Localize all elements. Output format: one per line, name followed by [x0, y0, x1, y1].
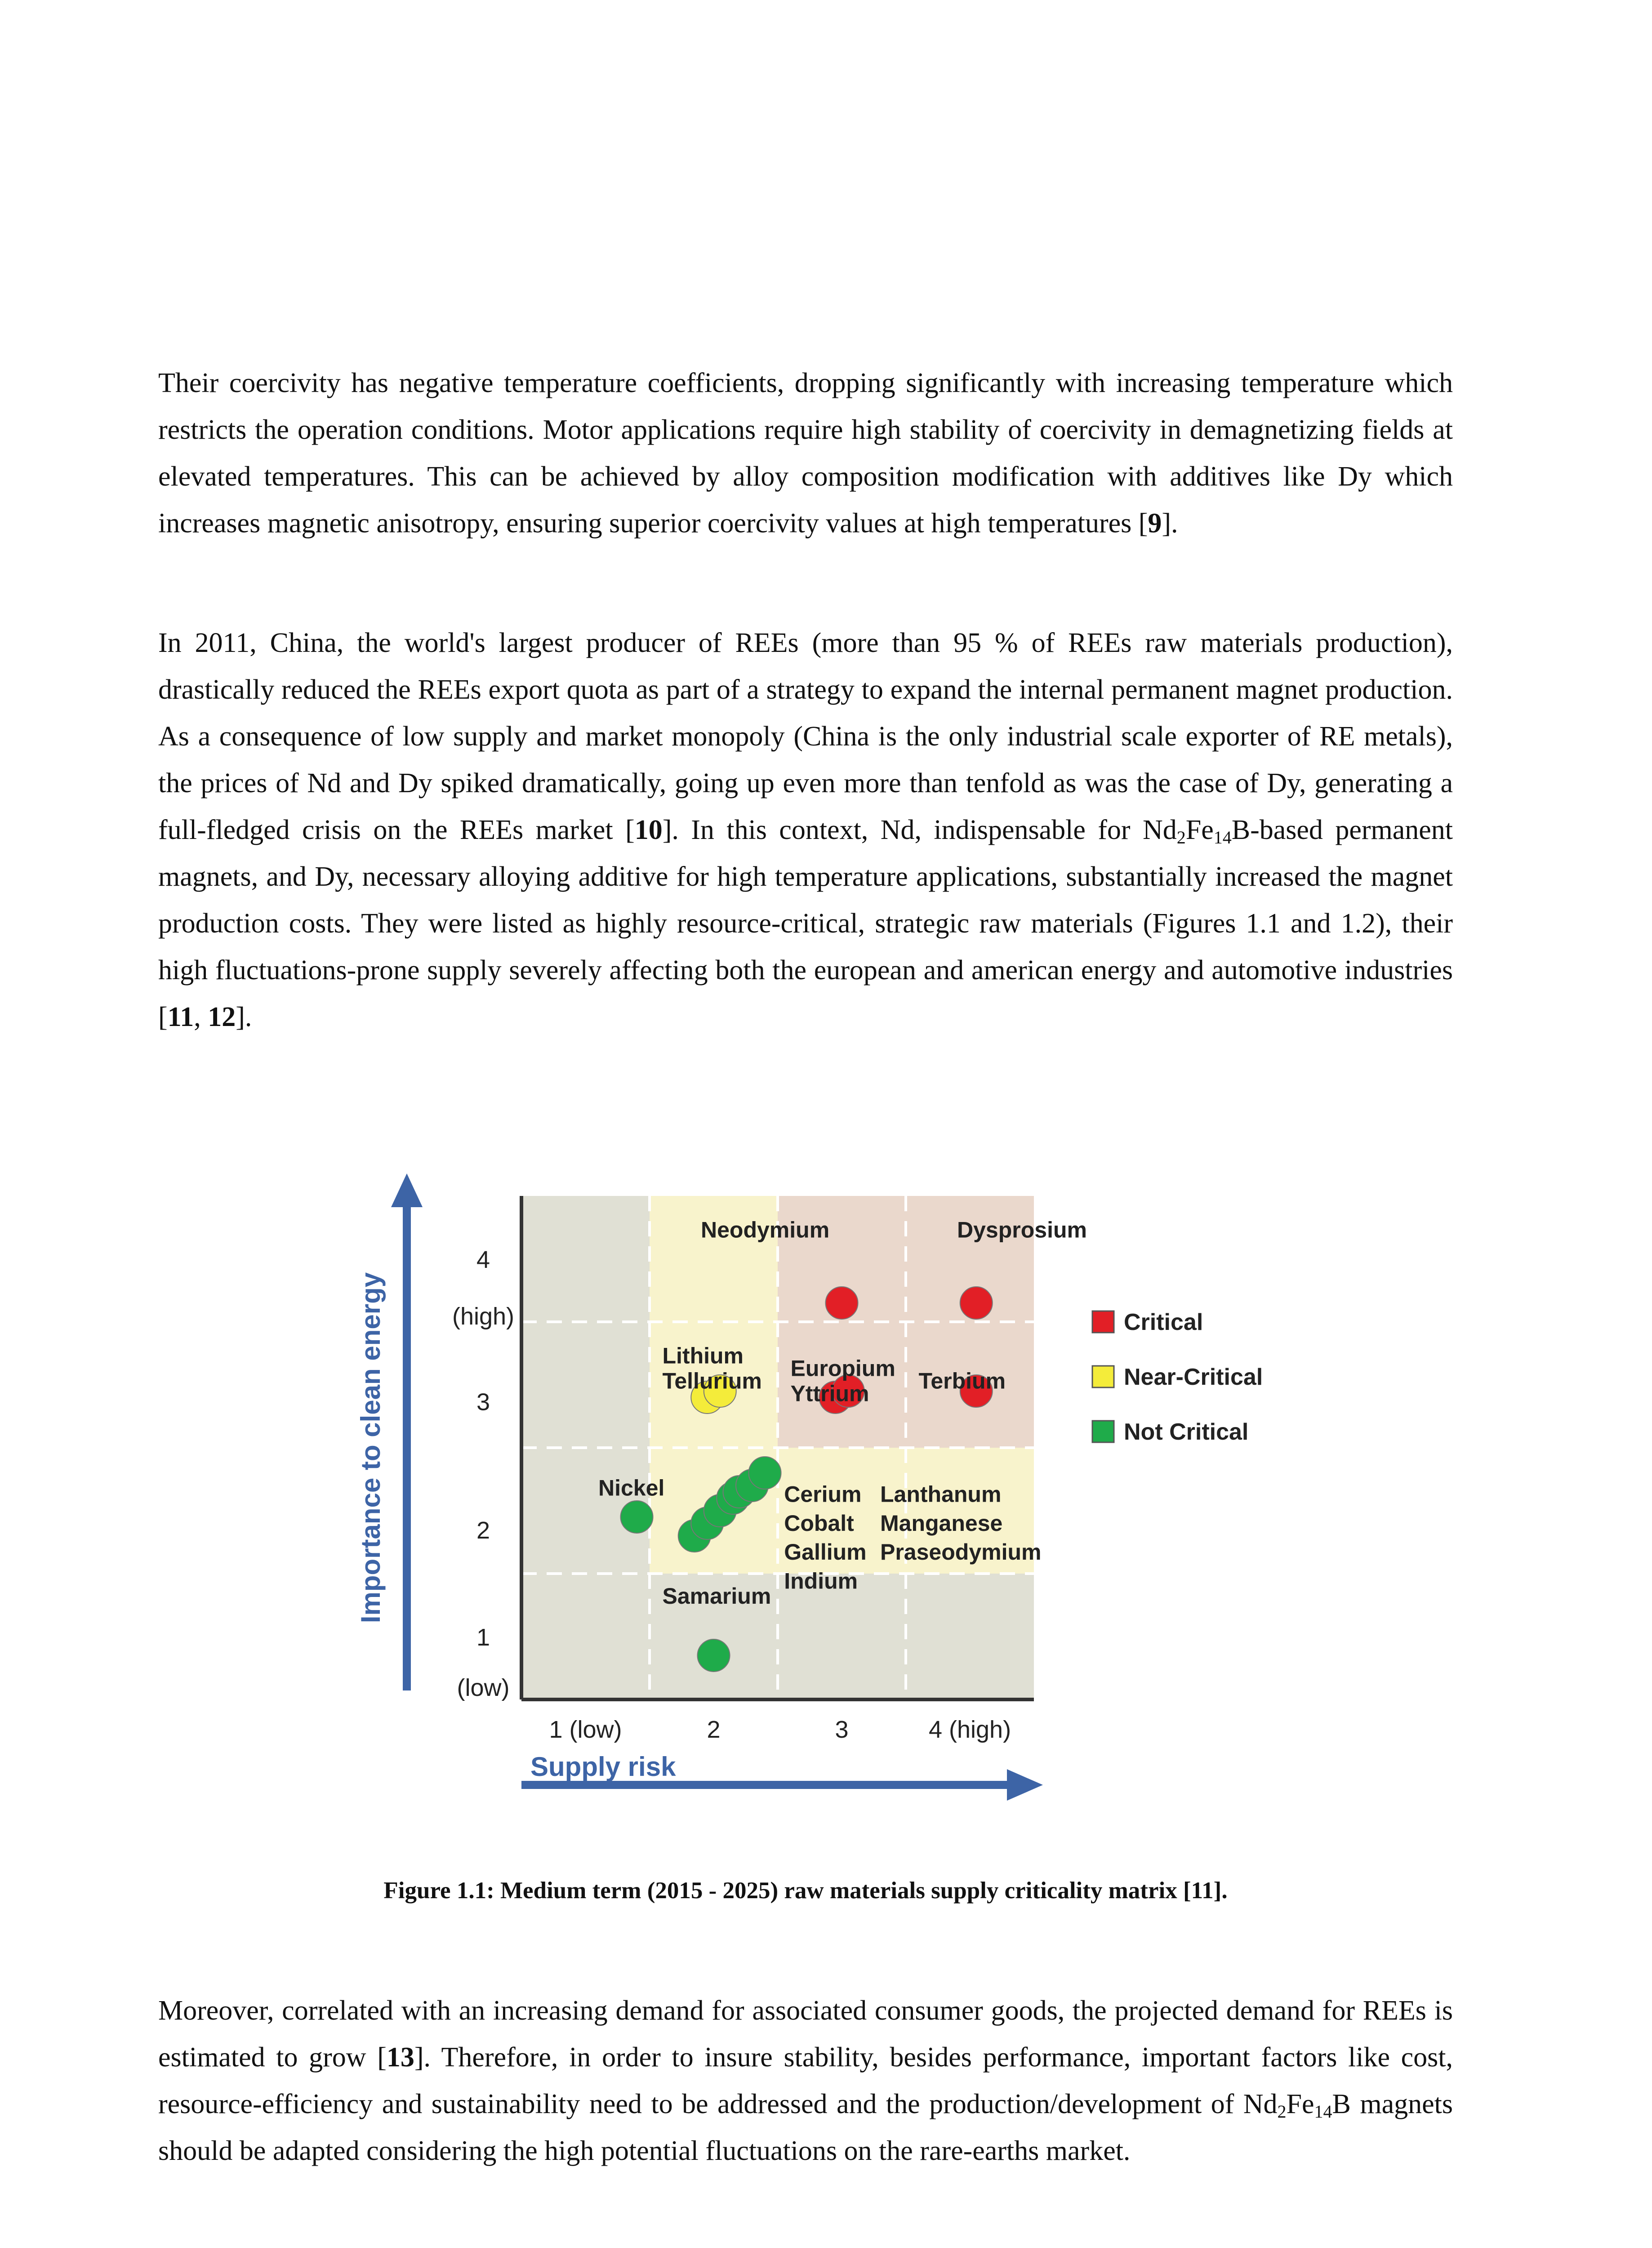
data-point — [749, 1457, 781, 1489]
formula-part: Fe — [1185, 815, 1214, 845]
paragraph-text: Their coercivity has negative temperature coefficients, dropping significantly with increasing temperature which restricts the operation conditions. Motor applications require high stability of coercivity in demagnetizing fields at elevated temperatures. This can be achieved by alloy composition modification with additives like Dy which increases magnetic anisotropy, ensuring superior coercivity values at high temperatures [ — [158, 368, 1453, 539]
formula-subscript: 2 — [1176, 827, 1186, 847]
citation-ref: 9 — [1148, 508, 1162, 539]
legend-label: Critical — [1124, 1309, 1203, 1335]
formula-part: Fe — [1286, 2089, 1314, 2119]
point-label: Cobalt — [784, 1510, 854, 1536]
formula-subscript: 2 — [1277, 2101, 1287, 2122]
point-label: Samarium — [662, 1583, 771, 1609]
x-axis-label: Supply risk — [530, 1752, 676, 1782]
x-axis-arrow-head — [1007, 1769, 1043, 1801]
paragraph-text: ]. In this context, Nd, indispensable for — [662, 815, 1143, 845]
x-tick-label: 2 — [707, 1716, 721, 1743]
paragraph-text: ]. — [236, 1002, 252, 1032]
paragraph-text: B-based permanent magnets, and Dy, necessary alloying additive for high temperature applications, substantially increased the magnet production costs. They were listed as highly resource-critical, strategic raw materials (Figures 1.1 and 1.2), their high fluctuations-prone supply severely affecting both the european and american energy and automotive industries [ — [158, 815, 1453, 1032]
formula-subscript: 14 — [1314, 2101, 1332, 2122]
paragraph-demand — [158, 1987, 1453, 2174]
paragraph-text: B magnets should be adapted considering the high potential fluctuations on the rare-earths market. — [158, 2089, 1453, 2166]
point-label: Dysprosium — [957, 1217, 1087, 1243]
citation-ref: 12 — [208, 1002, 236, 1032]
x-tick-label: 4 (high) — [928, 1716, 1011, 1743]
point-label: Yttrium — [790, 1381, 869, 1406]
paragraph-text: In 2011, China, the world's largest producer of REEs (more than 95 % of REEs raw materials production), drastically reduced the REEs export quota as part of a strategy to expand the internal permanent magnet production. As a consequence of low supply and market monopoly (China is the only industrial scale exporter of RE metals), the prices of Nd and Dy spiked dramatically, going up even more than tenfold as was the case of Dy, generating a full-fledged crisis on the REEs market [ — [158, 628, 1453, 845]
point-label: Cerium — [784, 1481, 862, 1507]
data-point — [960, 1287, 993, 1319]
figure-caption: Figure 1.1: Medium term (2015 - 2025) raw materials supply criticality matrix [11]. — [383, 1878, 1228, 1904]
x-tick-label: 1 (low) — [549, 1716, 622, 1743]
paragraph-text: , — [194, 1002, 208, 1032]
point-label: Lithium — [662, 1343, 744, 1369]
legend-label: Near-Critical — [1124, 1364, 1263, 1390]
citation-ref: 13 — [386, 2042, 414, 2073]
point-label: Indium — [784, 1568, 858, 1594]
figure-criticality-matrix — [333, 1169, 1331, 1834]
y-tick-label: 2 — [476, 1517, 490, 1544]
data-point — [826, 1287, 858, 1319]
point-label: Neodymium — [701, 1217, 830, 1243]
y-tick-label: 1 — [476, 1624, 490, 1651]
point-label: Nickel — [598, 1475, 665, 1501]
citation-ref: 10 — [634, 815, 663, 845]
paragraph-text: Moreover, correlated with an increasing demand for associated consumer goods, the projected demand for REEs is estimated to grow [ — [158, 1995, 1453, 2073]
formula-subscript: 14 — [1213, 827, 1232, 847]
legend-label: Not Critical — [1124, 1419, 1249, 1445]
formula-part: Nd — [1142, 815, 1177, 845]
data-point — [698, 1639, 730, 1672]
legend-swatch — [1092, 1421, 1114, 1442]
point-label: Tellurium — [662, 1368, 762, 1394]
paragraph-china-export — [158, 620, 1453, 1040]
y-axis-arrow-head — [391, 1173, 423, 1207]
criticality-matrix-chart — [333, 1169, 1331, 1834]
point-label: Terbium — [918, 1368, 1006, 1394]
paragraph-coercivity — [158, 360, 1453, 547]
point-label: Lanthanum — [880, 1481, 1002, 1507]
point-label: Gallium — [784, 1539, 867, 1565]
point-label: Manganese — [880, 1510, 1003, 1536]
data-point — [621, 1501, 653, 1533]
y-tick-label: (high) — [452, 1303, 515, 1330]
formula-part: Nd — [1243, 2089, 1278, 2119]
paragraph-text: ]. Therefore, in order to insure stability, besides performance, important factors like cost, resource-efficiency and sustainability need to be addressed and the production/development of — [158, 2042, 1453, 2119]
y-tick-label: (low) — [457, 1674, 510, 1701]
point-label: Praseodymium — [880, 1539, 1042, 1565]
legend-swatch — [1092, 1311, 1114, 1333]
point-label: Europium — [790, 1356, 895, 1381]
y-axis-label: Importance to clean energy — [356, 1272, 386, 1624]
legend-swatch — [1092, 1366, 1114, 1387]
y-tick-label: 4 — [476, 1246, 490, 1273]
y-tick-label: 3 — [476, 1388, 490, 1416]
citation-ref: 11 — [167, 1002, 194, 1032]
paragraph-text: ]. — [1162, 508, 1178, 539]
x-tick-label: 3 — [835, 1716, 849, 1743]
